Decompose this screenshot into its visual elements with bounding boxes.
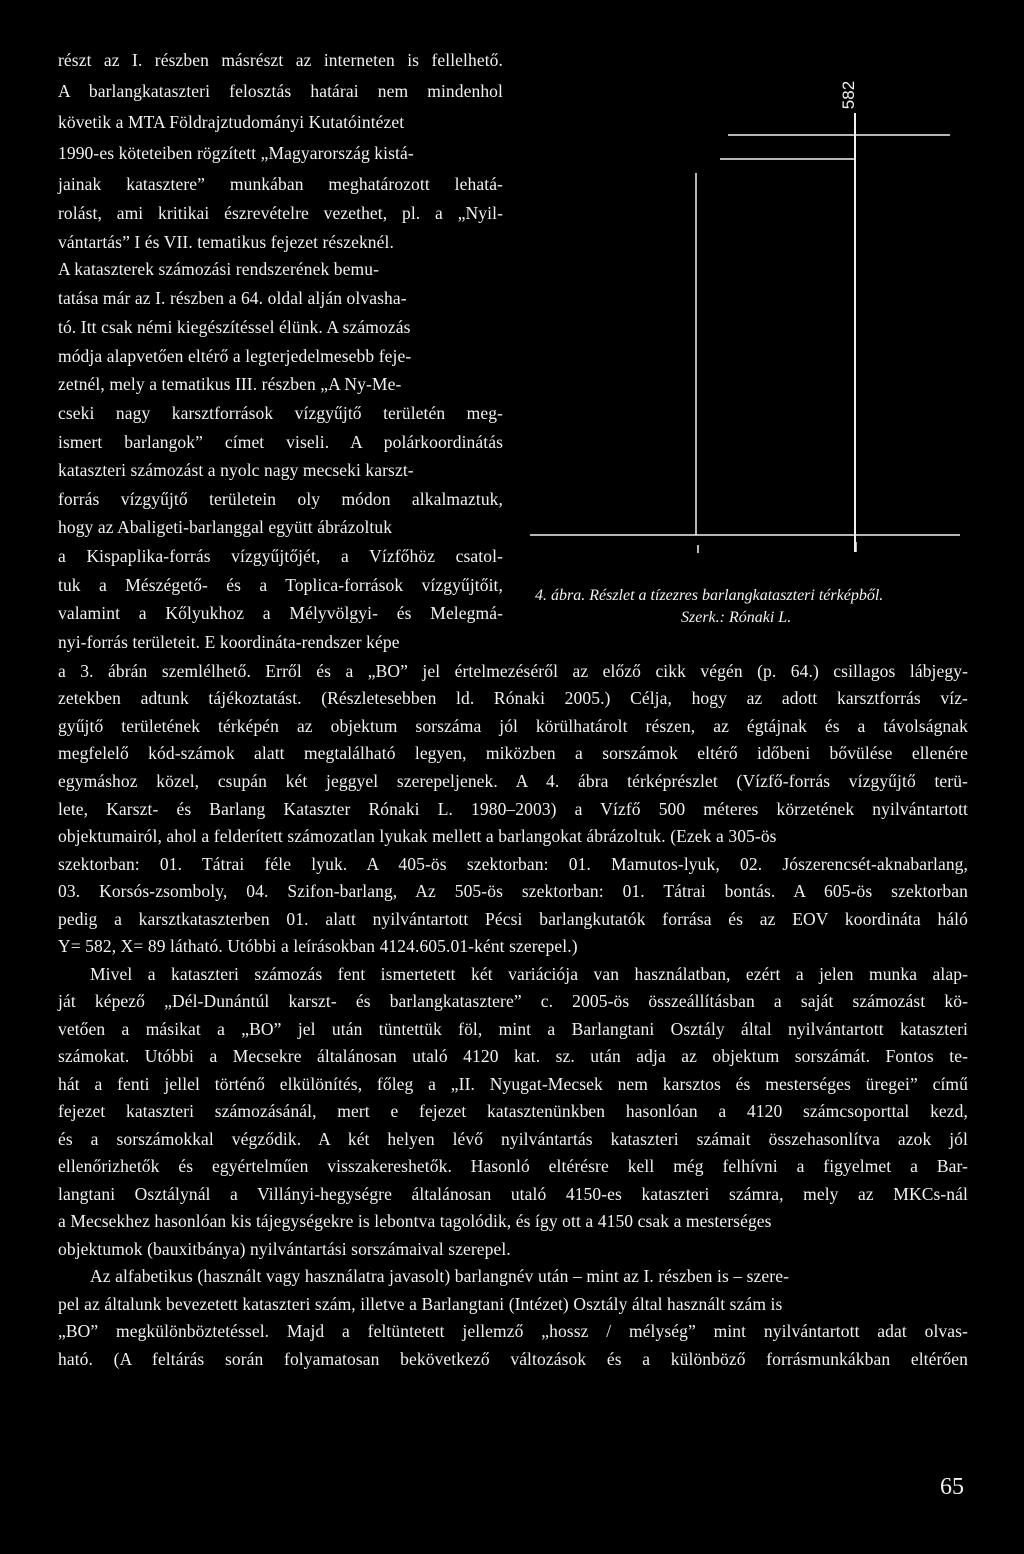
text-line: rolást, ami kritikai észrevételre vezethet, pl. a „Nyil- <box>58 203 503 223</box>
text-line: egymáshoz közel, csupán két jeggyel szerepeljenek. A 4. ábra térképrészlet (Vízfő-forrás vízgyűjtő terü- <box>58 771 968 791</box>
text-line: részt az I. részben másrészt az interneten is fellelhető. <box>58 50 503 70</box>
text-line: hogy az Abaligeti-barlanggal együtt ábrázoltuk <box>58 517 393 537</box>
coordinate-label: 582 <box>839 80 858 110</box>
text-line: cseki nagy karsztforrások vízgyűjtő területén meg- <box>58 403 503 423</box>
text-line: számokat. Utóbbi a Mecsekre általánosan utaló 4120 kat. sz. után adja az objektum sorszámát. Fontos te- <box>58 1046 968 1066</box>
text-line: szektorban: 01. Tátrai féle lyuk. A 405-ös szektorban: 01. Mamutos-lyuk, 02. Jószerencsét-aknabarlang, <box>58 854 968 874</box>
text-line: vántartás” I és VII. tematikus fejezet részeknél. <box>58 232 394 252</box>
text-line: zetekben adtunk tájékoztatást. (Részletesebben ld. Rónaki 2005.) Célja, hogy az adott karsztforrás víz- <box>58 688 968 708</box>
text-line: és a sorszámokkal végződik. A két helyen lévő nyilvántartás kataszteri számait összehasonlítva azok jól <box>58 1129 968 1149</box>
text-line: Y= 582, X= 89 látható. Utóbbi a leírásokban 4124.605.01-ként szerepel.) <box>58 936 578 956</box>
text-line: A barlangkataszteri felosztás határai nem mindenhol <box>58 81 503 101</box>
text-line: pedig a karsztkataszterben 01. alatt nyilvántartott Pécsi barlangkutatók forrása és az EOV koordináta háló <box>58 909 968 929</box>
text-line: forrás vízgyűjtő területein oly módon alkalmaztuk, <box>58 489 503 509</box>
page-number: 65 <box>940 1474 964 1500</box>
text-line: ellenőrizhetők és egyértelműen visszakereshetők. Hasonló eltérésre kell még felhívni a figyelmet a Bar- <box>58 1156 968 1176</box>
text-line: nyi-forrás területeit. E koordináta-rendszer képe <box>58 632 400 652</box>
figure-caption-title: 4. ábra. Részlet a tízezres barlangkataszteri térképből. <box>535 587 884 604</box>
text-line: ját képező „Dél-Dunántúl karszt- és barlangkatasztere” c. 2005-ös összeállításban a saját számozást kö- <box>58 991 968 1011</box>
text-line: a Kispaplika-forrás vízgyűjtőjét, a Vízfőhöz csatol- <box>58 546 503 566</box>
text-line: fejezet kataszteri számozásánál, mert e fejezet katasztenünkben hasonlóan a 4120 számcsoporttal kezd, <box>58 1101 968 1121</box>
text-line: 1990-es köteteiben rögzített „Magyarország kistá- <box>58 143 414 163</box>
text-line: objektumok (bauxitbánya) nyilvántartási sorszámaival szerepel. <box>58 1239 511 1259</box>
text-line: Az alfabetikus (használt vagy használatra javasolt) barlangnév után – mint az I. részben is – szere- <box>90 1266 790 1286</box>
text-line: kataszteri számozást a nyolc nagy mecseki karszt- <box>58 460 414 480</box>
text-line: a Mecsekhez hasonlóan kis tájegységekre is lebontva tagolódik, és így ott a 4150 csak a mesterséges <box>58 1211 772 1231</box>
text-line: tatása már az I. részben a 64. oldal alján olvasha- <box>58 288 407 308</box>
text-line: vetően a másikat a „BO” jel után tüntettük föl, mint a Barlangtani Osztály által nyilvántartott kataszteri <box>58 1019 968 1039</box>
text-line: módja alapvetően eltérő a legterjedelmesebb feje- <box>58 346 412 366</box>
text-line: ismert barlangok” címet viseli. A polárkoordinátás <box>58 432 503 452</box>
text-line: jainak katasztere” munkában meghatározott lehatá- <box>58 174 503 194</box>
map-grid <box>520 55 970 565</box>
text-line: megfelelő kód-számok alatt megtalálható legyen, miközben a sorszámok eltérő időbeni bővülése ellenére <box>58 743 968 763</box>
text-line: tuk a Mészégető- és a Toplica-források vízgyűjtőit, <box>58 575 503 595</box>
text-line: lete, Karszt- és Barlang Kataszter Rónaki L. 1980–2003) a Vízfő 500 méteres körzetének nyilvántartott <box>58 799 968 819</box>
text-line: „BO” megkülönböztetéssel. Majd a feltüntetett jellemző „hossz / mélység” mint nyilvántartott adat olvas- <box>58 1321 968 1341</box>
text-line: ható. (A feltárás során folyamatosan bekövetkező változások és a különböző forrásmunkákban eltérően <box>58 1349 968 1369</box>
text-line: objektumairól, ahol a felderített számozatlan lyukak mellett a barlangokat ábrázoltuk. (Ezek a 305-ös <box>58 826 777 846</box>
text-line: tó. Itt csak némi kiegészítéssel élünk. A számozás <box>58 317 411 337</box>
text-line: langtani Osztálynál a Villányi-hegységre általánosan utaló 4150-es kataszteri számra, mely az MKCs-nál <box>58 1184 968 1204</box>
text-line: hát a fenti jellel történő elkülönítés, főleg a „II. Nyugat-Mecsek nem karsztos és mesterséges üregei” című <box>58 1074 968 1094</box>
figure-caption-editor: Szerk.: Rónaki L. <box>681 609 792 626</box>
text-line: pel az általunk bevezetett kataszteri szám, illetve a Barlangtani (Intézet) Osztály által használt szám is <box>58 1294 783 1314</box>
text-line: valamint a Kőlyukhoz a Mélyvölgyi- és Melegmá- <box>58 603 503 623</box>
text-line: A kataszterek számozási rendszerének bemu- <box>58 259 379 279</box>
text-line: a 3. ábrán szemlélhető. Erről és a „BO” jel értelmezéséről az előző cikk végén (p. 64.) csillagos lábjegy- <box>58 661 968 681</box>
text-line: 03. Korsós-zsomboly, 04. Szifon-barlang, Az 505-ös szektorban: 01. Tátrai bontás. A 605-ös szektorban <box>58 881 968 901</box>
text-line: követik a MTA Földrajztudományi Kutatóintézet <box>58 112 405 132</box>
text-line: gyűjtő területének térképén az objektum sorszáma jól körülhatárolt részen, az égtájnak és a távolságnak <box>58 716 968 736</box>
text-line: Mivel a kataszteri számozás fent ismertetett két variációja van használatban, ezért a jelen munka alap- <box>90 964 968 984</box>
text-line: zetnél, mely a tematikus III. részben „A Ny-Me- <box>58 374 402 394</box>
